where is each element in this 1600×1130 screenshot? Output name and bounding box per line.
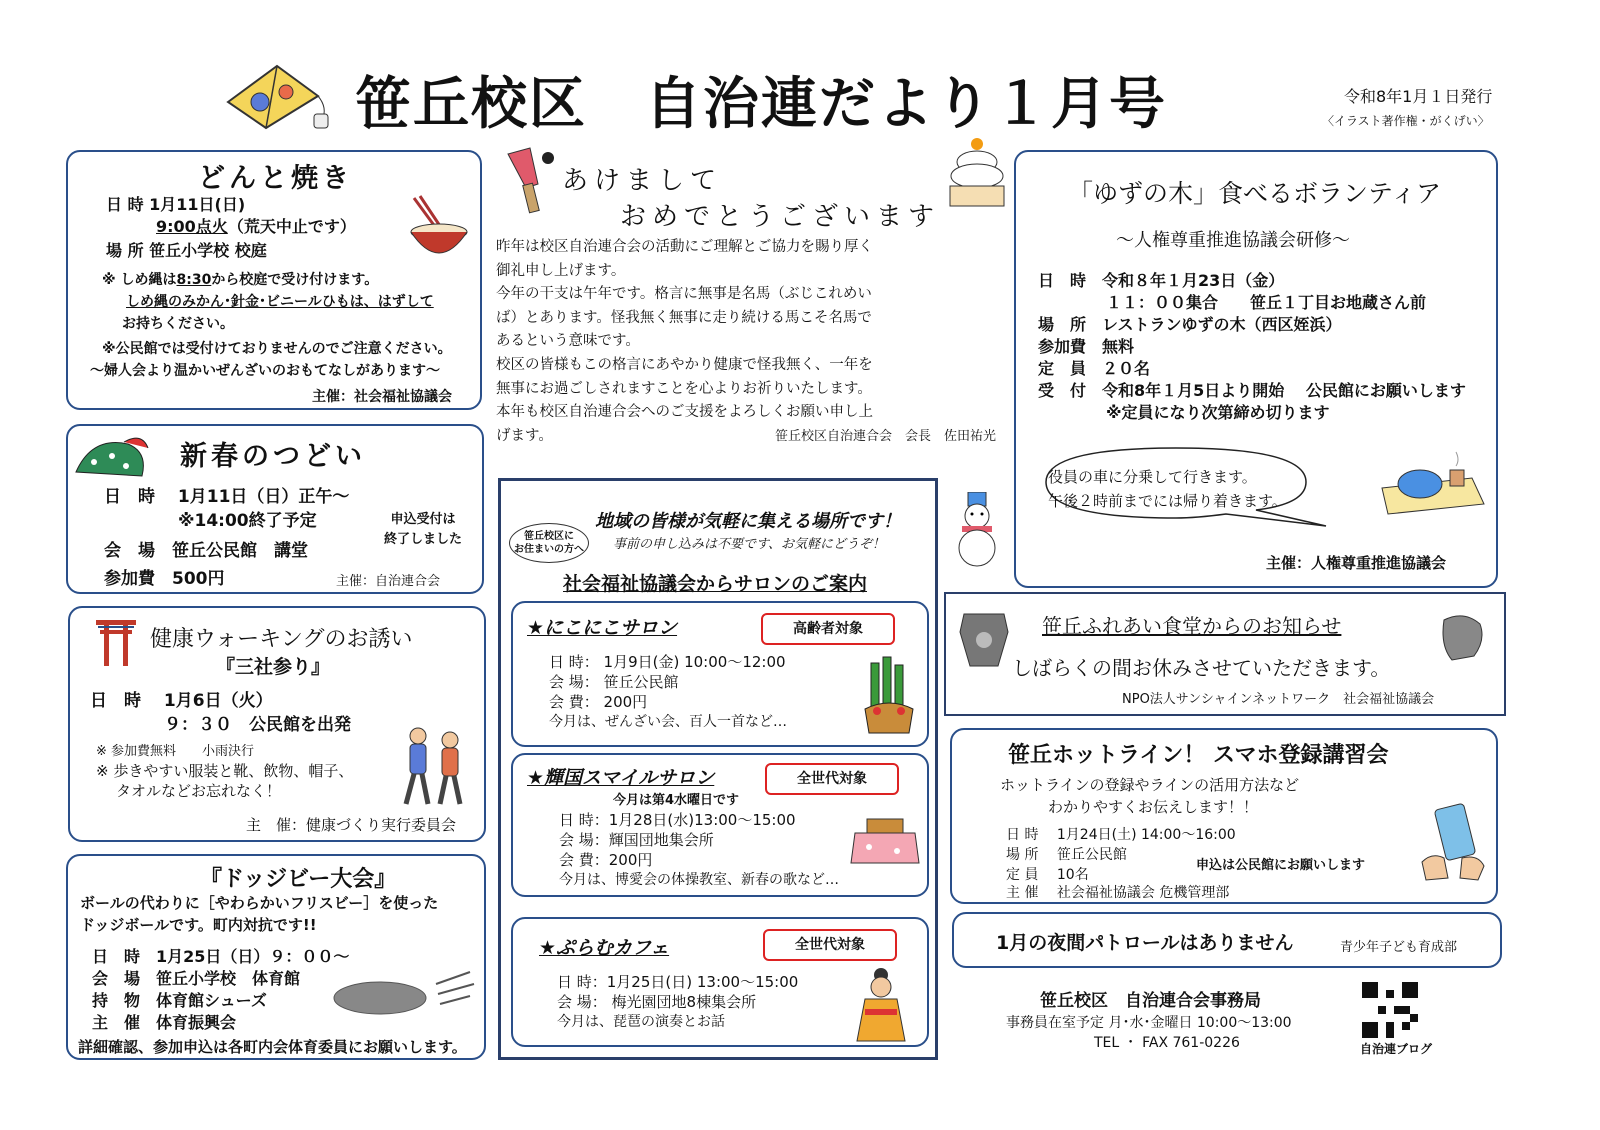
dondo-title: どんと焼き — [198, 163, 353, 194]
office-blog-label[interactable]: 自治連ブログ — [1360, 1042, 1433, 1056]
greeting-title2: おめでとうございます — [620, 202, 941, 232]
dodgebee-section — [66, 854, 486, 1060]
patrol-org: 青少年子ども育成部 — [1340, 940, 1458, 955]
snowman-illustration — [944, 492, 1010, 568]
palm-place: 会 場： 梅光園団地8棟集会所 — [557, 993, 757, 1011]
yuzu-subtitle: ～人権尊重推進協議会研修～ — [1116, 230, 1350, 251]
kimono-woman-illustration — [851, 967, 911, 1043]
smile-salon-card — [511, 753, 929, 897]
kadomatsu-illustration — [861, 653, 917, 735]
niko-salon-card — [511, 601, 929, 747]
palm-title: ★ぷらむカフェ — [539, 937, 670, 959]
walking-time: ９：３０ 公民館を出発 — [164, 715, 351, 735]
shokudo-orgs: NPO法人サンシャインネットワーク 社会福祉協議会 — [1122, 692, 1435, 707]
greeting-line: 今年の干支は午年です。格言に無事是名馬（ぶじこれめい — [496, 286, 872, 303]
yuzu-deadline: ※定員になり次第締め切ります — [1106, 403, 1330, 422]
yuzu-place: 場 所 レストランゆずの木（西区姪浜） — [1038, 315, 1342, 334]
yuzu-bubble-line1: 役員の車に分乗して行きます。 — [1048, 468, 1257, 486]
niko-fee: 会 費： 200円 — [549, 693, 648, 711]
shinshun-title: 新春のつどい — [180, 441, 366, 472]
yuzu-host: 主催：人権尊重推進協議会 — [1266, 554, 1447, 572]
greeting-line: 御礼申し上げます。 — [496, 262, 626, 279]
dondo-date: 日 時 1月11日(日) — [106, 195, 246, 214]
dodgebee-place: 会 場 笹丘小学校 体育館 — [92, 969, 301, 988]
yuzu-reception: 受 付 令和8年１月5日より開始 公民館にお願いします — [1038, 381, 1466, 400]
niko-content: 今月は、ぜんざい会、百人一首など… — [549, 714, 787, 730]
yuzu-capacity: 定 員 ２０名 — [1038, 359, 1151, 378]
greeting-line: げます。 — [496, 427, 553, 444]
yuzu-meet: １１：００集合 笹丘１丁目お地蔵さん前 — [1106, 293, 1427, 312]
hagoita-illustration — [500, 144, 560, 216]
niko-target-tag: 高齢者対象 — [761, 613, 895, 645]
niko-date: 日 時： 1月9日(金) 10:00～12:00 — [549, 653, 786, 671]
palm-target-tag: 全世代対象 — [763, 929, 897, 961]
dondo-note1: ※ しめ縄は8:30から校庭で受け付けます。 — [102, 272, 379, 288]
hotline-host: 主 催 社会福祉協議会 危機管理部 — [1006, 885, 1230, 901]
dondo-note2: しめ縄のみかん･針金･ビニールひもは、はずして — [126, 294, 434, 310]
yuzu-date: 日 時 令和８年１月23日（金） — [1038, 271, 1285, 290]
torii-icon — [96, 618, 136, 666]
salon-section — [498, 478, 938, 1060]
walking-note1: ※ 参加費無料 小雨決行 — [96, 744, 255, 759]
niko-place: 会 場： 笹丘公民館 — [549, 673, 679, 691]
dondo-host: 主催：社会福祉協議会 — [312, 389, 452, 405]
kagami-mochi-illustration — [944, 136, 1010, 208]
shinshun-notice: 申込受付は 終了しました — [384, 512, 463, 547]
smile-content: 今月は、博愛会の体操教室、新春の歌など… — [559, 872, 839, 888]
dondo-note3: お持ちください。 — [122, 316, 234, 332]
patrol-section — [952, 912, 1502, 968]
yuzu-fee: 参加費 無料 — [1038, 337, 1135, 356]
smile-date: 日 時：1月28日(水)13:00～15:00 — [559, 811, 796, 829]
shokudo-section — [944, 592, 1506, 716]
hotline-section — [950, 728, 1498, 904]
shinshun-date: 日 時 1月11日（日）正午～ — [104, 487, 350, 507]
walking-section — [68, 606, 486, 842]
greeting-title1: あけまして — [562, 166, 723, 196]
greeting-line: 無事にお過ごしされますことを心よりお祈りいたします。 — [496, 380, 872, 397]
greeting-signature: 笹丘校区自治連合会 会長 佐田祐光 — [774, 428, 996, 444]
dondo-time: 9:00点火（荒天中止です） — [156, 217, 356, 236]
dondo-note4: ※公民館では受付けておりませんのでご注意ください。 — [102, 341, 452, 357]
office-hours: 事務員在室予定 月･水･金曜日 10:00～13:00 — [1006, 1015, 1292, 1031]
salon-subline: 事前の申し込みは不要です、お気軽にどうぞ！ — [613, 537, 885, 552]
yuzu-bubble-line2: 午後２時前までには帰り着きます。 — [1048, 492, 1287, 510]
frisbee-illustration — [330, 966, 480, 1026]
hotline-note: 申込は公民館にお願いします — [1196, 858, 1366, 873]
greeting-body — [496, 236, 1000, 448]
illustration-credit: 〈イラスト著作権・がくげい〉 — [1322, 114, 1490, 128]
kite-illustration — [222, 62, 340, 134]
smartphone-illustration — [1418, 802, 1488, 882]
dodgebee-date: 日 時 1月25日（日）９：００～ — [92, 947, 350, 966]
walking-note3: タオルなどお忘れなく！ — [116, 782, 282, 800]
zenzai-bowl-illustration — [406, 194, 472, 264]
hotline-capacity: 定 員 10名 — [1006, 867, 1089, 883]
shokudo-message: しばらくの間お休みさせていただきます。 — [1012, 656, 1391, 680]
shinshun-fee: 参加費 500円 — [104, 569, 225, 589]
palm-date: 日 時：1月25日(日) 13:00～15:00 — [557, 973, 799, 991]
greeting-last-line — [496, 425, 1000, 449]
hotline-desc2: わかりやすくお伝えします！！ — [1048, 798, 1259, 816]
walking-note2: ※ 歩きやすい服装と靴、飲物、帽子、 — [96, 762, 354, 780]
palm-cafe-card — [511, 917, 929, 1047]
patrol-text: 1月の夜間パトロールはありません — [996, 932, 1294, 954]
shinshun-section — [66, 424, 484, 594]
apron-illustration — [954, 610, 1014, 670]
dondo-place: 場 所 笹丘小学校 校庭 — [106, 241, 267, 260]
shinshun-host: 主催：自治連合会 — [336, 574, 441, 589]
page-title: 笹丘校区 自治連だより１月号 — [355, 72, 1167, 137]
salon-bubble: 笹丘校区に お住まいの方へ — [509, 523, 589, 563]
dondo-note5: ～婦人会より温かいぜんざいのおもてなしがあります～ — [90, 363, 440, 379]
greeting-line: あるという意味です。 — [496, 333, 640, 350]
office-tel: TEL ・ FAX 761-0226 — [1094, 1035, 1240, 1051]
salon-headline: 地域の皆様が気軽に集える場所です！ — [595, 511, 901, 532]
walking-host: 主 催：健康づくり実行委員会 — [246, 816, 457, 834]
issue-date: 令和8年1月１日発行 — [1344, 87, 1493, 106]
shinshun-place: 会 場 笹丘公民館 講堂 — [104, 541, 308, 561]
shinshun-end: ※14:00終了予定 — [178, 511, 317, 531]
shokudo-title: 笹丘ふれあい食堂からのお知らせ — [1042, 614, 1342, 638]
office-name: 笹丘校区 自治連合会事務局 — [1040, 991, 1261, 1011]
salon-section-title: 社会福祉協議会からサロンのご案内 — [563, 573, 868, 595]
dodgebee-host: 主 催 体育振興会 — [92, 1013, 237, 1032]
dodgebee-items: 持 物 体育館シューズ — [92, 991, 267, 1010]
smile-place: 会 場：輝国団地集会所 — [559, 831, 714, 849]
dondo-section — [66, 150, 482, 410]
kotatsu-illustration — [849, 815, 921, 867]
hotline-desc1: ホットラインの登録やラインの活用方法など — [1000, 776, 1300, 794]
greeting-line: 校区の皆様もこの格言にあやかり健康で怪我無く、一年を — [496, 356, 873, 373]
walking-date: 日 時 1月6日（火） — [90, 691, 273, 711]
dodgebee-desc2: ドッジボールです。町内対抗です!! — [80, 916, 317, 934]
walking-title: 健康ウォーキングのお誘い — [150, 627, 413, 652]
yuzu-title: 「ゆずの木」食べるボランティア — [1068, 179, 1442, 208]
meal-tray-illustration — [1376, 448, 1488, 518]
walking-people-illustration — [396, 724, 472, 808]
greeting-line: 本年も校区自治連合会へのご支援をよろしくお願い申し上 — [496, 404, 873, 421]
mitten-illustration — [1434, 610, 1490, 670]
hotline-title: 笹丘ホットライン！ スマホ登録講習会 — [1008, 743, 1389, 768]
smile-fee: 会 費：200円 — [559, 851, 653, 869]
hotline-date: 日 時 1月24日(土) 14:00～16:00 — [1006, 827, 1236, 843]
greeting-line: 昨年は校区自治連合会の活動にご理解とご協力を賜り厚く — [496, 239, 873, 255]
dodgebee-desc1: ボールの代わりに［やわらかいフリスビー］を使った — [80, 894, 439, 912]
yuzu-section — [1014, 150, 1498, 588]
dodgebee-title: 『ドッジビー大会』 — [200, 867, 397, 892]
palm-content: 今月は、琵琶の演奏とお話 — [557, 1014, 725, 1030]
greeting-line: ば）とあります。怪我無く無事に走り続ける馬こそ名馬で — [496, 309, 872, 326]
walking-subtitle: 『三社参り』 — [216, 656, 331, 678]
dodgebee-footer: 詳細確認、参加申込は各町内会体育委員にお願いします。 — [78, 1038, 467, 1056]
hotline-place: 場 所 笹丘公民館 — [1006, 847, 1127, 863]
smile-title: ★輝国スマイルサロン — [527, 767, 715, 789]
qr-code-icon[interactable] — [1362, 982, 1418, 1038]
smile-sub: 今月は第4水曜日です — [613, 793, 740, 808]
smile-target-tag: 全世代対象 — [765, 763, 899, 795]
niko-title: ★にこにこサロン — [527, 617, 678, 639]
